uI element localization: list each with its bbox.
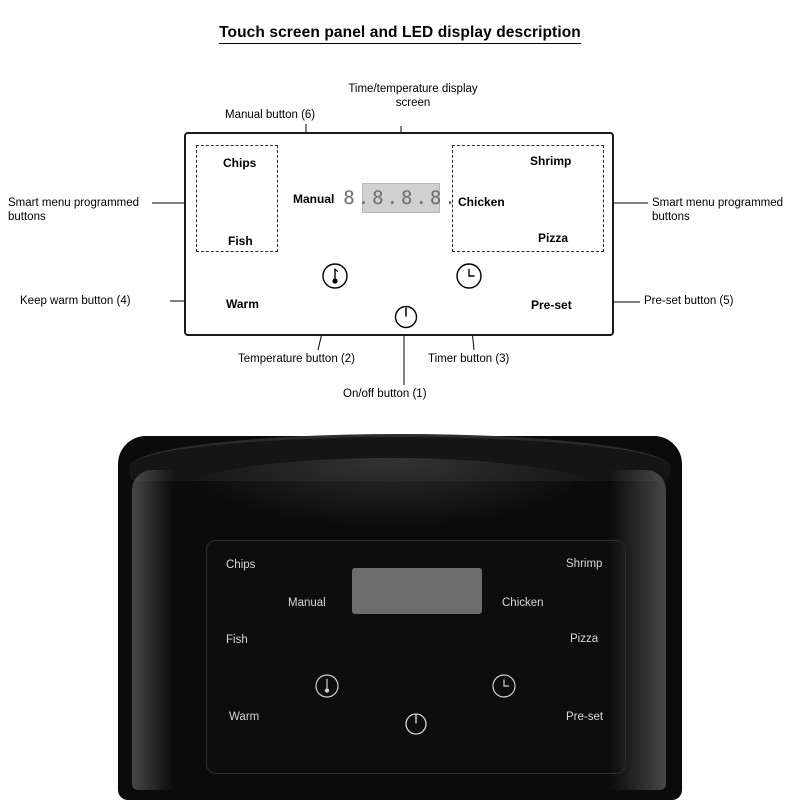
device-thermometer-icon[interactable]	[315, 674, 339, 698]
led-display: 8.8.8.8.	[362, 183, 440, 213]
panel-button-chips[interactable]: Chips	[223, 156, 257, 170]
clock-icon[interactable]	[456, 263, 482, 289]
device-button-chicken[interactable]: Chicken	[502, 597, 544, 609]
device-power-icon[interactable]	[404, 711, 428, 735]
device-led-display	[352, 568, 482, 614]
device-clock-icon[interactable]	[492, 674, 516, 698]
panel-button-chicken[interactable]: Chicken	[458, 195, 505, 209]
panel-button-pizza[interactable]: Pizza	[538, 231, 569, 245]
device-button-warm[interactable]: Warm	[229, 711, 260, 723]
power-icon[interactable]	[393, 303, 419, 329]
panel-button-preset[interactable]: Pre-set	[531, 298, 572, 312]
device-button-shrimp[interactable]: Shrimp	[566, 558, 603, 570]
device-button-fish[interactable]: Fish	[226, 634, 248, 646]
device-button-manual[interactable]: Manual	[288, 597, 326, 609]
thermometer-icon[interactable]	[322, 263, 348, 289]
device-sheen	[175, 458, 605, 528]
panel-button-fish[interactable]: Fish	[228, 234, 253, 248]
device-button-chips[interactable]: Chips	[226, 559, 256, 571]
callout-keep-warm: Keep warm button (4)	[20, 295, 131, 307]
callout-onoff: On/off button (1)	[343, 388, 427, 400]
callout-manual: Manual button (6)	[225, 109, 316, 121]
panel-button-manual[interactable]: Manual	[293, 192, 335, 206]
air-fryer-photo	[0, 418, 800, 800]
page-title-text: Touch screen panel and LED display description	[219, 24, 581, 44]
panel-button-warm[interactable]: Warm	[226, 297, 259, 311]
panel-button-shrimp[interactable]: Shrimp	[530, 154, 572, 168]
callout-display-screen: Time/temperature display screen	[348, 83, 478, 109]
callout-timer: Timer button (3)	[428, 353, 510, 365]
device-button-preset[interactable]: Pre-set	[566, 711, 604, 723]
callout-smart-menu-left: Smart menu programmed buttons	[8, 197, 140, 223]
callout-preset: Pre-set button (5)	[644, 295, 734, 307]
device-button-pizza[interactable]: Pizza	[570, 633, 599, 645]
callout-smart-menu-right: Smart menu programmed buttons	[652, 197, 784, 223]
device-highlight-left	[132, 470, 174, 790]
callout-temperature: Temperature button (2)	[238, 353, 355, 365]
